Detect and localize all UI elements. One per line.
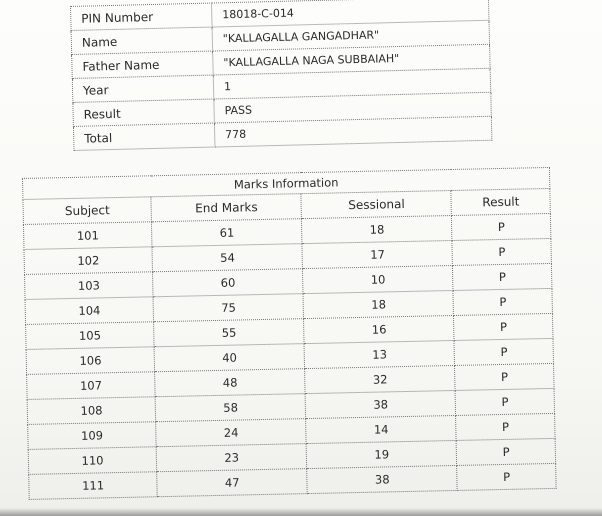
result-cell: P bbox=[453, 288, 552, 315]
end-marks-cell: 23 bbox=[156, 444, 307, 472]
subject-cell: 108 bbox=[27, 397, 156, 425]
sessional-cell: 18 bbox=[303, 290, 454, 318]
subject-cell: 104 bbox=[25, 297, 154, 325]
sessional-cell: 17 bbox=[302, 241, 453, 269]
result-cell: P bbox=[457, 463, 556, 490]
end-marks-cell: 55 bbox=[154, 319, 305, 347]
subject-cell: 109 bbox=[28, 422, 157, 450]
student-info-table bbox=[70, 0, 492, 151]
end-marks-cell: 48 bbox=[155, 369, 306, 397]
info-label: Result bbox=[73, 99, 215, 126]
info-label: PIN Number bbox=[71, 3, 213, 30]
sessional-cell: 19 bbox=[306, 440, 457, 468]
subject-cell: 102 bbox=[24, 247, 153, 275]
sessional-cell: 38 bbox=[305, 390, 456, 418]
info-value: PASS bbox=[214, 92, 492, 123]
sessional-cell: 14 bbox=[306, 415, 457, 443]
info-value: "KALLAGALLA NAGA SUBBAIAH" bbox=[213, 44, 491, 75]
end-marks-cell: 75 bbox=[153, 294, 304, 322]
sessional-cell: 13 bbox=[304, 340, 455, 368]
end-marks-cell: 40 bbox=[154, 344, 305, 372]
result-cell: P bbox=[453, 263, 552, 290]
result-cell: P bbox=[456, 388, 555, 415]
marks-table-title: Marks Information bbox=[23, 167, 550, 199]
result-cell: P bbox=[457, 438, 556, 465]
info-value: 1 bbox=[213, 68, 491, 99]
info-label: Year bbox=[72, 75, 214, 102]
result-cell: P bbox=[452, 238, 551, 265]
end-marks-cell: 24 bbox=[156, 419, 307, 447]
marks-section bbox=[22, 167, 557, 500]
info-label: Name bbox=[71, 27, 213, 54]
sessional-cell: 32 bbox=[305, 365, 456, 393]
subject-cell: 107 bbox=[27, 372, 156, 400]
subject-cell: 111 bbox=[29, 472, 158, 500]
info-label: Father Name bbox=[72, 51, 214, 78]
sessional-cell: 18 bbox=[302, 216, 453, 244]
subject-cell: 101 bbox=[23, 222, 152, 250]
end-marks-cell: 47 bbox=[157, 469, 308, 497]
result-cell: P bbox=[455, 363, 554, 390]
info-value: 18018-C-014 bbox=[211, 0, 489, 27]
info-value: "KALLAGALLA GANGADHAR" bbox=[212, 20, 490, 51]
result-cell: P bbox=[454, 313, 553, 340]
subject-cell: 105 bbox=[26, 322, 155, 350]
end-marks-cell: 54 bbox=[152, 244, 303, 272]
column-header-end-marks: End Marks bbox=[151, 194, 302, 222]
result-cell: P bbox=[452, 213, 551, 240]
sessional-cell: 10 bbox=[303, 265, 454, 293]
column-header-sessional: Sessional bbox=[301, 191, 452, 219]
info-value: 778 bbox=[214, 116, 492, 147]
sessional-cell: 16 bbox=[304, 315, 455, 343]
info-label: Total bbox=[73, 123, 215, 150]
end-marks-cell: 58 bbox=[155, 394, 306, 422]
subject-cell: 106 bbox=[26, 347, 155, 375]
subject-cell: 103 bbox=[25, 272, 154, 300]
result-cell: P bbox=[454, 338, 553, 365]
result-cell: P bbox=[456, 413, 555, 440]
column-header-subject: Subject bbox=[23, 197, 152, 225]
end-marks-cell: 61 bbox=[152, 219, 303, 247]
column-header-result: Result bbox=[451, 188, 550, 215]
marks-table bbox=[22, 167, 557, 500]
sessional-cell: 38 bbox=[307, 465, 458, 493]
student-info-section bbox=[70, 0, 493, 151]
scan-edge-shadow bbox=[0, 508, 602, 516]
end-marks-cell: 60 bbox=[153, 269, 304, 297]
subject-cell: 110 bbox=[28, 447, 157, 475]
